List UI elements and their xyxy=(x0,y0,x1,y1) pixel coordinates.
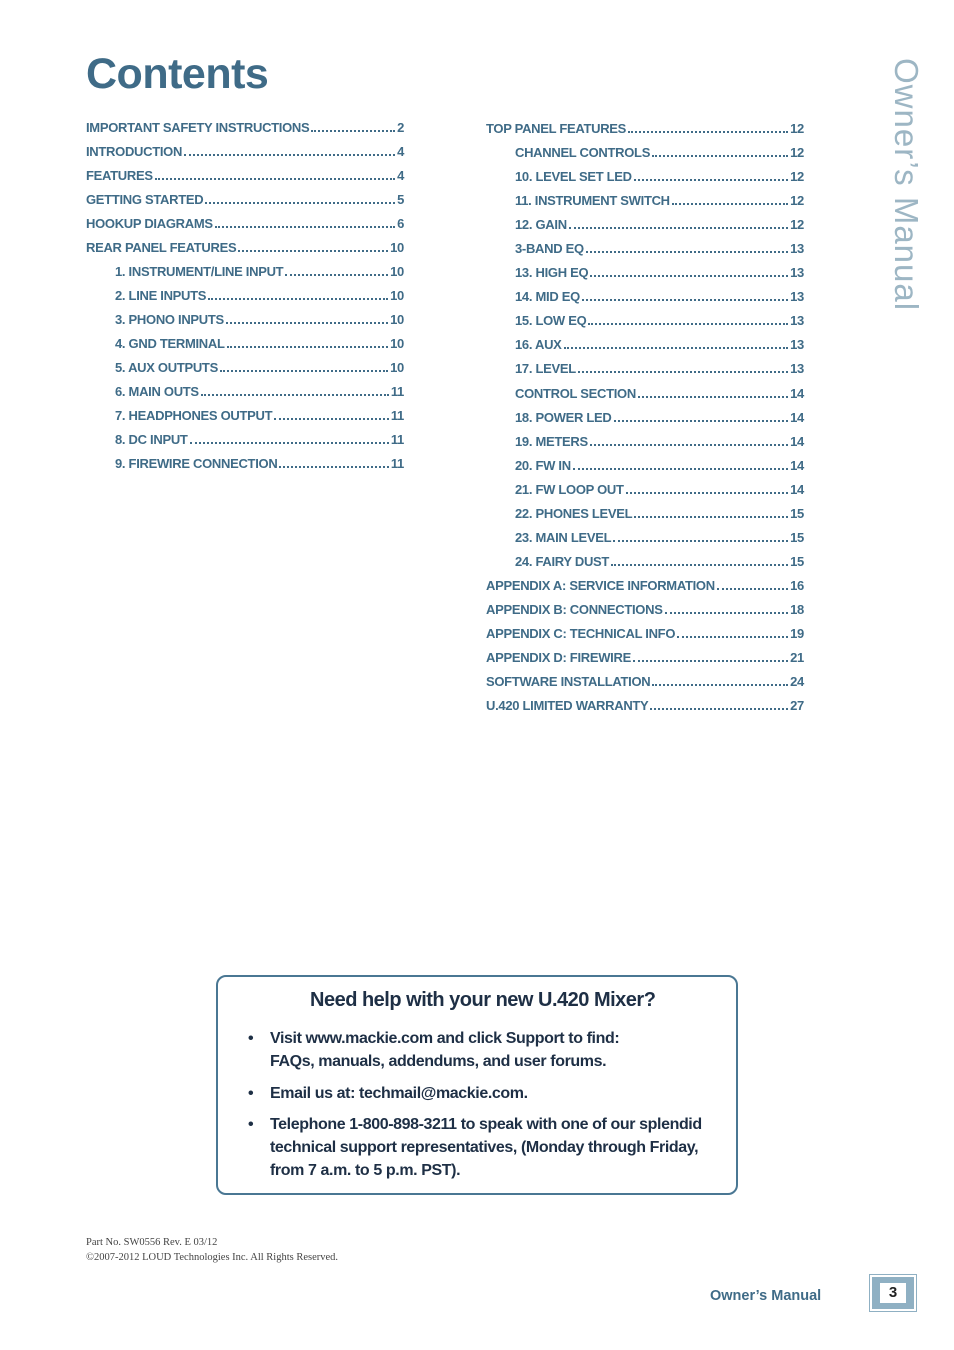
part-number: Part No. SW0556 Rev. E 03/12 xyxy=(86,1237,218,1248)
toc-entry[interactable] xyxy=(86,262,404,286)
toc-entry-title: 4. GND TERMINAL xyxy=(115,336,225,351)
toc-entry-title: 24. FAIRY DUST xyxy=(515,553,610,569)
dot-leader xyxy=(215,214,395,228)
toc-entry[interactable] xyxy=(86,310,404,334)
toc-entry-title: U.420 LIMITED WARRANTY xyxy=(486,698,649,714)
toc-entry-title: REAR PANEL FEATURES xyxy=(86,240,237,255)
dot-leader xyxy=(665,600,789,614)
toc-entry[interactable] xyxy=(486,359,804,383)
toc-entry-title: 11. INSTRUMENT SWITCH xyxy=(515,193,670,209)
dot-leader xyxy=(279,454,388,468)
help-item-line: technical support representatives, (Monday through Friday, xyxy=(270,1139,699,1156)
toc-entry[interactable] xyxy=(86,430,404,454)
toc-entry-title: GETTING STARTED xyxy=(86,192,204,207)
toc-entry-title: 21. FW LOOP OUT xyxy=(515,481,624,497)
legal-notice xyxy=(86,1235,338,1265)
page-number-box xyxy=(870,1275,916,1311)
toc-right-column xyxy=(486,119,804,720)
dot-leader xyxy=(285,262,388,276)
toc-entry-title: 16. AUX xyxy=(515,337,562,353)
toc-entry-title: 6. MAIN OUTS xyxy=(115,384,199,399)
toc-entry-page: 12 xyxy=(790,169,804,185)
toc-entry-title: 5. AUX OUTPUTS xyxy=(115,360,218,375)
toc-entry-title: CONTROL SECTION xyxy=(515,385,636,401)
toc-entry-page: 14 xyxy=(790,433,804,449)
toc-entry[interactable] xyxy=(86,238,404,262)
toc-entry-page: 10 xyxy=(390,264,404,279)
help-title: Need help with your new U.420 Mixer? xyxy=(310,989,656,1011)
dot-leader xyxy=(155,166,395,180)
toc-entry[interactable] xyxy=(486,384,804,408)
toc-entry-page: 15 xyxy=(790,529,804,545)
toc-entry-page: 15 xyxy=(790,505,804,521)
toc-entry[interactable] xyxy=(486,600,804,624)
toc-entry-page: 10 xyxy=(390,336,404,351)
toc-entry-page: 16 xyxy=(790,577,804,593)
toc-entry-page: 10 xyxy=(390,360,404,375)
dot-leader xyxy=(274,406,389,420)
toc-entry[interactable] xyxy=(486,624,804,648)
toc-entry-page: 14 xyxy=(790,409,804,425)
toc-entry[interactable] xyxy=(86,334,404,358)
toc-entry[interactable] xyxy=(486,672,804,696)
dot-leader xyxy=(578,359,788,373)
toc-entry-title: 15. LOW EQ xyxy=(515,313,587,329)
toc-entry[interactable] xyxy=(486,504,804,528)
toc-entry-title: 23. MAIN LEVEL xyxy=(515,529,612,545)
toc-entry-title: 3-BAND EQ xyxy=(515,241,584,257)
toc-entry-page: 12 xyxy=(790,145,804,161)
toc-left-column xyxy=(86,118,404,478)
dot-leader xyxy=(205,190,395,204)
toc-entry-page: 10 xyxy=(390,288,404,303)
dot-leader xyxy=(611,552,788,566)
dot-leader xyxy=(201,382,389,396)
toc-entry-title: APPENDIX B: CONNECTIONS xyxy=(486,601,663,617)
dot-leader xyxy=(588,311,788,325)
help-item-line: Visit www.mackie.com and click Support to find: xyxy=(270,1030,620,1047)
toc-entry-page: 5 xyxy=(397,192,404,207)
toc-entry-title: FEATURES xyxy=(86,168,153,183)
toc-entry-page: 13 xyxy=(790,265,804,281)
toc-entry[interactable] xyxy=(86,142,404,166)
toc-entry-title: 14. MID EQ xyxy=(515,289,580,305)
dot-leader xyxy=(634,167,788,181)
toc-entry-page: 14 xyxy=(790,457,804,473)
help-list xyxy=(246,1027,726,1190)
toc-entry[interactable] xyxy=(86,454,404,478)
toc-entry[interactable] xyxy=(486,215,804,239)
toc-entry[interactable] xyxy=(86,166,404,190)
copyright: ©2007-2012 LOUD Technologies Inc. All Rights Reserved. xyxy=(86,1252,339,1263)
dot-leader xyxy=(190,430,389,444)
toc-entry[interactable] xyxy=(486,287,804,311)
help-item-line: Email us at: techmail@mackie.com. xyxy=(270,1085,528,1102)
toc-entry-title: HOOKUP DIAGRAMS xyxy=(86,216,213,231)
toc-entry-page: 11 xyxy=(390,408,404,423)
toc-entry-title: 3. PHONO INPUTS xyxy=(115,312,224,327)
dot-leader xyxy=(590,263,788,277)
toc-entry-title: 10. LEVEL SET LED xyxy=(515,169,632,185)
toc-entry-page: 11 xyxy=(390,384,404,399)
toc-entry-page: 11 xyxy=(390,432,404,447)
dot-leader xyxy=(613,528,788,542)
toc-entry[interactable] xyxy=(86,358,404,382)
toc-entry-page: 4 xyxy=(397,144,404,159)
bullet-icon: • xyxy=(248,1030,254,1047)
toc-entry-title: 2. LINE INPUTS xyxy=(115,288,207,303)
toc-entry-page: 24 xyxy=(790,674,804,690)
help-item-line: FAQs, manuals, addendums, and user forums. xyxy=(270,1053,607,1070)
toc-entry-page: 21 xyxy=(790,650,804,666)
toc-entry[interactable] xyxy=(486,119,804,143)
toc-entry[interactable] xyxy=(486,528,804,552)
side-title: Owner’s Manual xyxy=(888,58,925,312)
toc-entry-page: 18 xyxy=(790,601,804,617)
toc-entry[interactable] xyxy=(86,190,404,214)
dot-leader xyxy=(184,142,395,156)
dot-leader xyxy=(633,648,788,662)
toc-entry-title: 12. GAIN xyxy=(515,217,567,233)
toc-entry-title: 9. FIREWIRE CONNECTION xyxy=(115,456,278,471)
bullet-icon: • xyxy=(248,1085,254,1102)
toc-entry[interactable] xyxy=(486,480,804,504)
toc-entry-title: 8. DC INPUT xyxy=(115,432,188,447)
toc-entry-title: APPENDIX C: TECHNICAL INFO xyxy=(486,625,676,641)
toc-entry-title: 1. INSTRUMENT/LINE INPUT xyxy=(115,264,284,279)
toc-entry-title: 7. HEADPHONES OUTPUT xyxy=(115,408,273,423)
help-item xyxy=(246,1113,726,1182)
toc-entry-title: 18. POWER LED xyxy=(515,409,612,425)
toc-entry-page: 13 xyxy=(790,289,804,305)
footer-label: Owner’s Manual xyxy=(710,1288,822,1304)
toc-entry-page: 19 xyxy=(790,625,804,641)
dot-leader xyxy=(628,119,788,133)
toc-entry-page: 12 xyxy=(790,217,804,233)
toc-entry-page: 10 xyxy=(390,240,404,255)
toc-entry[interactable] xyxy=(486,191,804,215)
toc-entry[interactable] xyxy=(486,311,804,335)
dot-leader xyxy=(220,358,388,372)
toc-entry-page: 15 xyxy=(790,553,804,569)
toc-entry[interactable] xyxy=(486,335,804,359)
dot-leader xyxy=(717,576,788,590)
help-item xyxy=(246,1082,726,1105)
dot-leader xyxy=(626,480,788,494)
toc-entry-page: 6 xyxy=(397,216,404,231)
toc-entry-page: 13 xyxy=(790,361,804,377)
toc-entry[interactable] xyxy=(86,214,404,238)
toc-entry-page: 10 xyxy=(390,312,404,327)
toc-entry-title: IMPORTANT SAFETY INSTRUCTIONS xyxy=(86,120,310,135)
dot-leader xyxy=(638,384,788,398)
toc-entry-page: 27 xyxy=(790,698,804,714)
toc-entry-title: TOP PANEL FEATURES xyxy=(486,121,627,136)
help-item-line: from 7 a.m. to 5 p.m. PST). xyxy=(270,1162,461,1179)
toc-entry[interactable] xyxy=(486,167,804,191)
dot-leader xyxy=(590,432,788,446)
toc-entry-title: APPENDIX A: SERVICE INFORMATION xyxy=(486,577,715,593)
toc-entry-page: 11 xyxy=(390,456,404,471)
toc-entry-title: CHANNEL CONTROLS xyxy=(515,145,651,161)
dot-leader xyxy=(208,286,388,300)
dot-leader xyxy=(564,335,789,349)
toc-entry-title: INTRODUCTION xyxy=(86,144,183,159)
toc-entry-page: 12 xyxy=(790,121,804,136)
toc-entry-page: 13 xyxy=(790,313,804,329)
toc-entry[interactable] xyxy=(86,406,404,430)
toc-entry-page: 13 xyxy=(790,241,804,257)
toc-entry[interactable] xyxy=(486,263,804,287)
toc-entry-page: 4 xyxy=(397,168,404,183)
toc-entry-title: SOFTWARE INSTALLATION xyxy=(486,674,651,690)
toc-entry-title: 13. HIGH EQ xyxy=(515,265,589,281)
toc-entry[interactable] xyxy=(486,143,804,167)
page-title: Contents xyxy=(86,50,269,98)
toc-entry[interactable] xyxy=(486,696,804,720)
toc-entry-title: 22. PHONES LEVEL xyxy=(515,505,633,521)
dot-leader xyxy=(677,624,788,638)
help-item-line: Telephone 1-800-898-3211 to speak with one of our splendid xyxy=(270,1116,702,1133)
toc-entry[interactable] xyxy=(86,118,404,142)
toc-entry[interactable] xyxy=(486,408,804,432)
toc-entry[interactable] xyxy=(486,432,804,456)
bullet-icon: • xyxy=(248,1116,254,1133)
toc-entry-title: 19. METERS xyxy=(515,433,588,449)
toc-entry[interactable] xyxy=(486,239,804,263)
toc-entry-page: 14 xyxy=(790,481,804,497)
toc-entry[interactable] xyxy=(86,286,404,310)
toc-entry[interactable] xyxy=(486,456,804,480)
dot-leader xyxy=(311,118,395,132)
toc-entry-page: 13 xyxy=(790,337,804,353)
dot-leader xyxy=(238,238,388,252)
dot-leader xyxy=(652,143,788,157)
dot-leader xyxy=(614,408,789,422)
help-box xyxy=(216,975,738,1195)
dot-leader xyxy=(650,696,788,710)
dot-leader xyxy=(582,287,788,301)
dot-leader xyxy=(227,334,389,348)
toc-entry[interactable] xyxy=(486,552,804,576)
toc-entry[interactable] xyxy=(86,382,404,406)
toc-entry-page: 12 xyxy=(790,193,804,209)
dot-leader xyxy=(226,310,388,324)
toc-entry-title: APPENDIX D: FIREWIRE xyxy=(486,650,631,666)
dot-leader xyxy=(569,215,788,229)
toc-entry-title: 17. LEVEL xyxy=(515,361,576,377)
toc-entry[interactable] xyxy=(486,576,804,600)
toc-entry-page: 14 xyxy=(790,385,804,401)
toc-entry[interactable] xyxy=(486,648,804,672)
dot-leader xyxy=(586,239,788,253)
toc-entry-page: 2 xyxy=(397,120,404,135)
dot-leader xyxy=(573,456,788,470)
dot-leader xyxy=(634,504,788,518)
page-number: 3 xyxy=(880,1283,906,1303)
toc-entry-title: 20. FW IN xyxy=(515,457,571,473)
dot-leader xyxy=(672,191,788,205)
dot-leader xyxy=(652,672,788,686)
help-item xyxy=(246,1027,726,1073)
